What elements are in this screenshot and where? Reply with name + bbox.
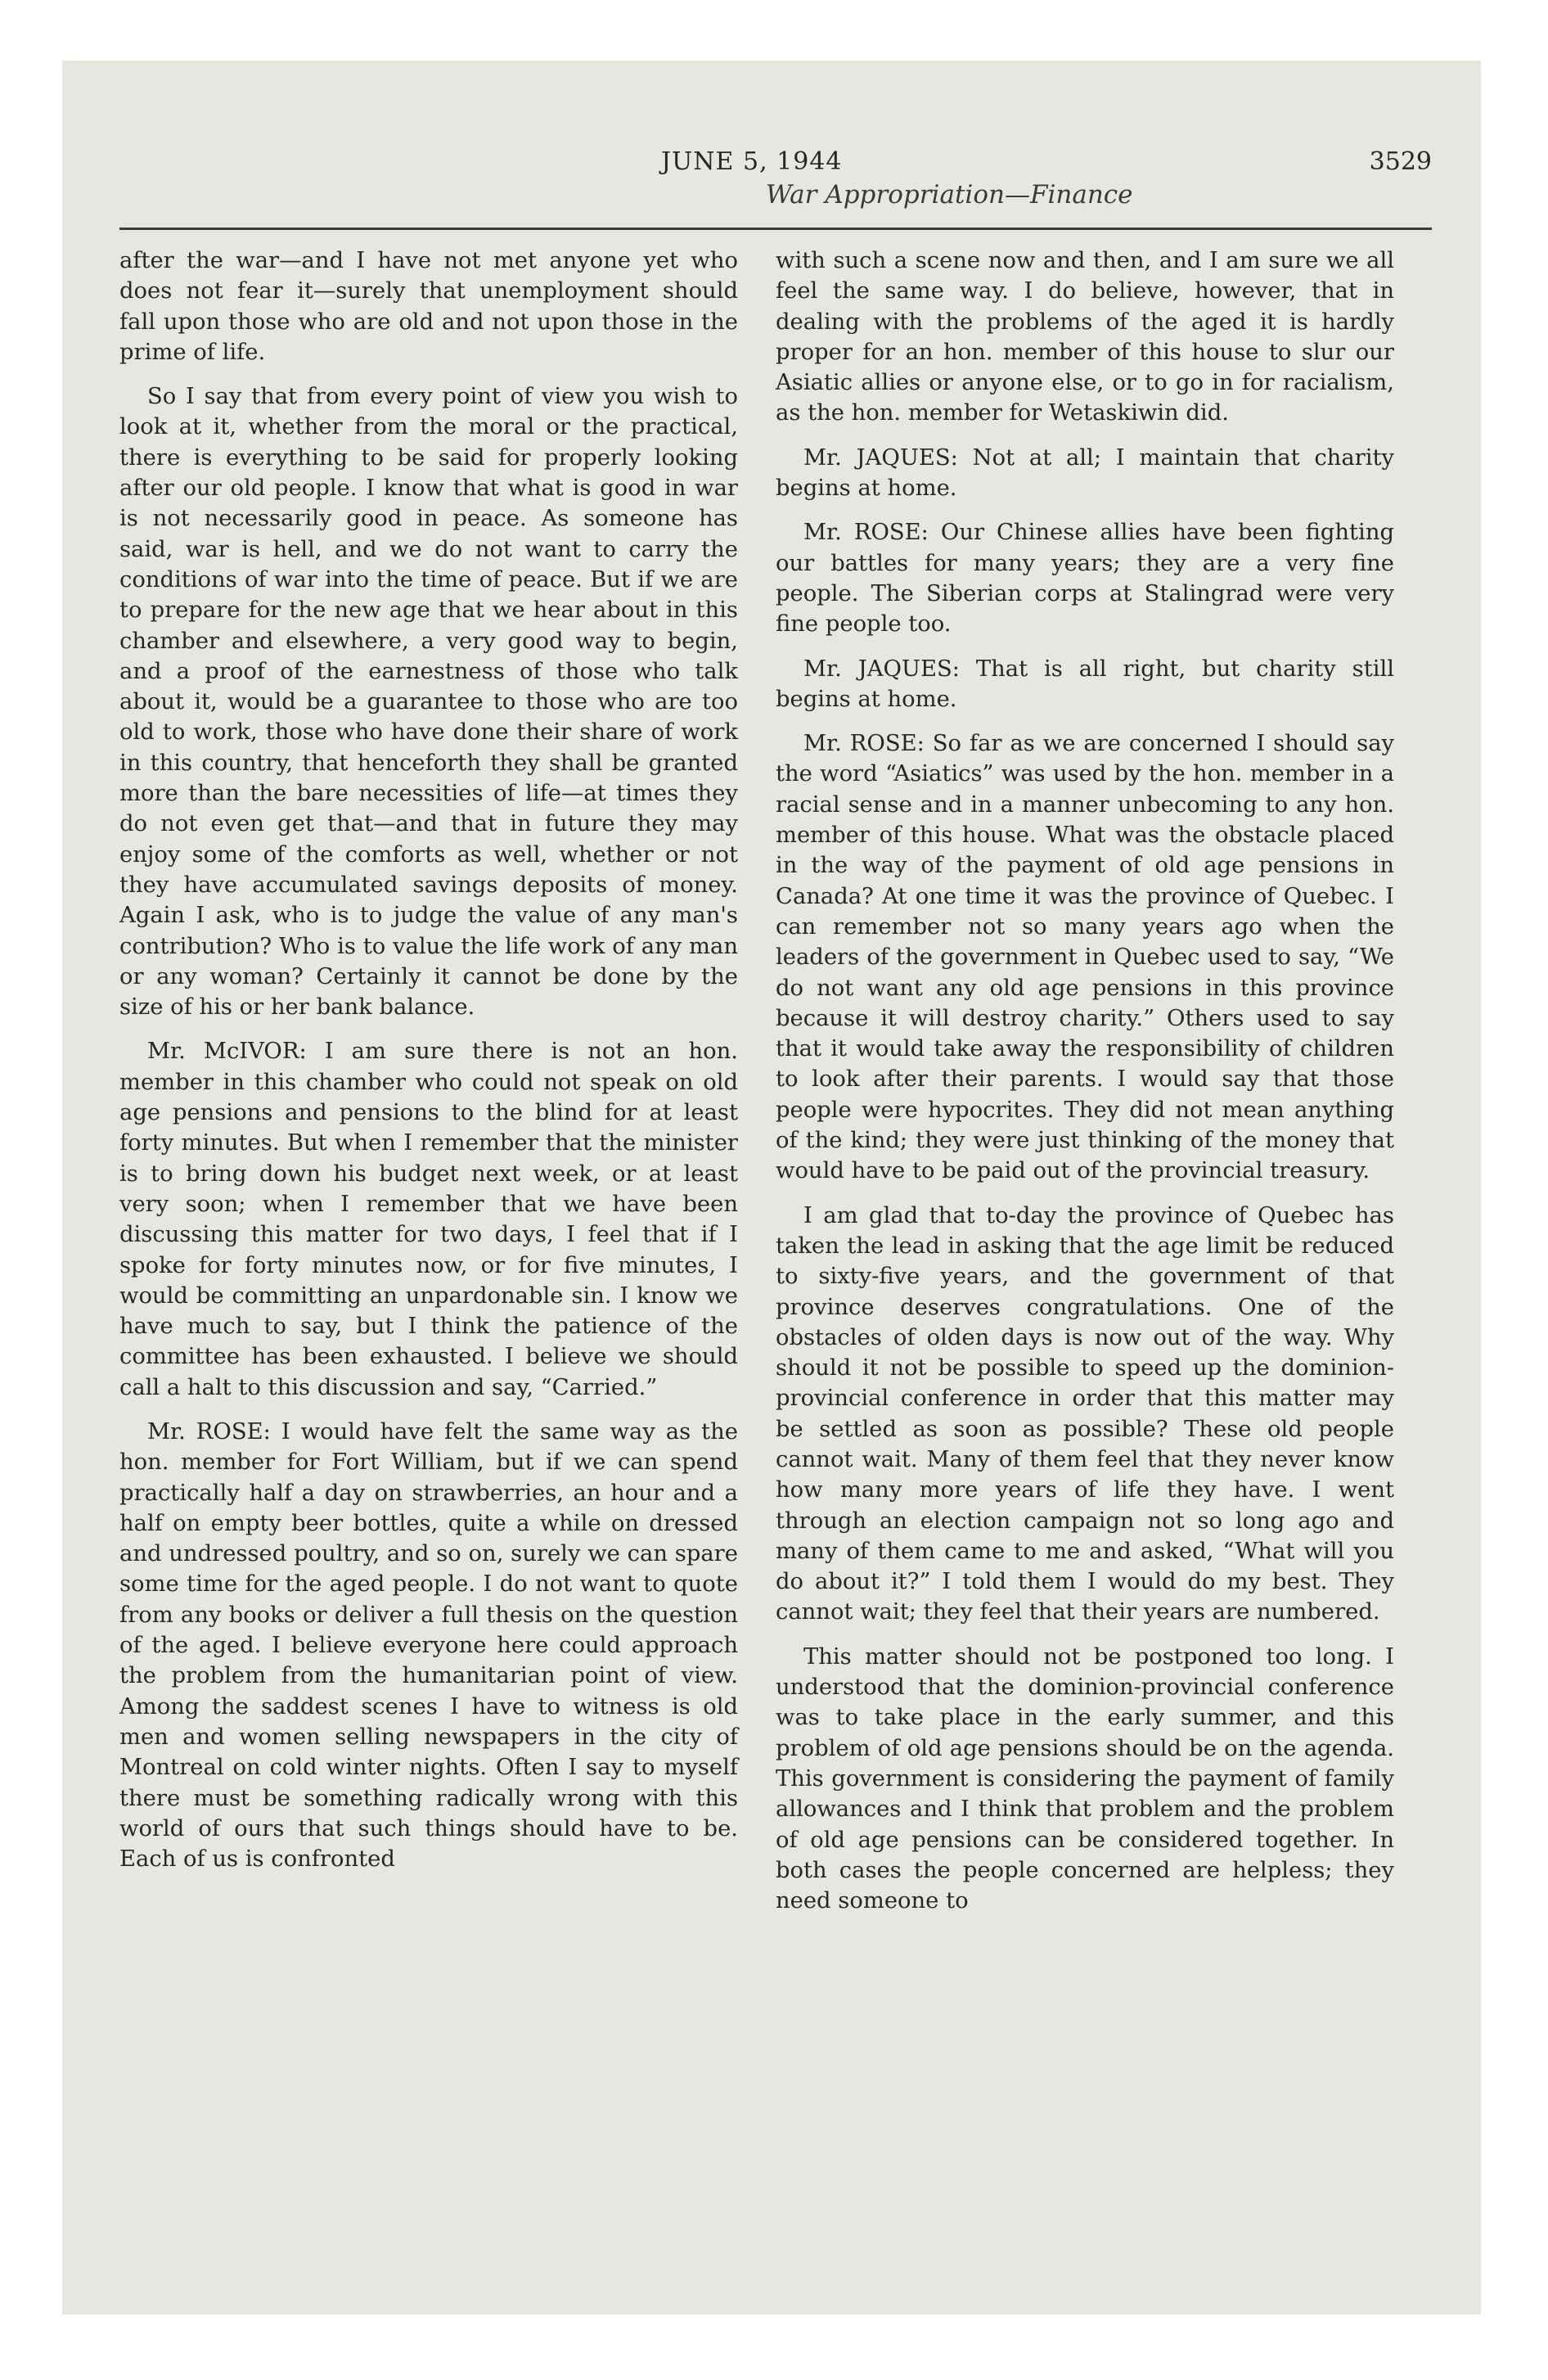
header-rule bbox=[119, 228, 1432, 230]
paragraph: Mr. ROSE: I would have felt the same way as the hon. member for Fort William, but if we can spend practically half a day on strawberries, an hour and a half on empty beer bottles, quite a while on dressed and undressed poultry, and so on, surely we can spare some time for the aged people. I do not want to quote from any books or deliver a full thesis on the question of the aged. I believe everyone here could approach the problem from the humanitarian point of view. Among the saddest scenes I have to witness is old men and women selling newspapers in the city of Montreal on cold winter nights. Often I say to myself there must be something radically wrong with this world of ours that such things should have to be. Each of us is confronted bbox=[119, 1418, 738, 1873]
page-number: 3529 bbox=[1369, 147, 1432, 176]
hansard-page bbox=[119, 147, 1432, 1914]
paragraph: with such a scene now and then, and I am sure we all feel the same way. I do believe, however, that in dealing with the problems of the aged it is hardly proper for an hon. member of this house to slur our Asiatic allies or anyone else, or to go in for racialism, as the hon. member for Wetaskiwin did. bbox=[776, 248, 1394, 426]
right-column bbox=[776, 246, 1394, 1930]
paragraph: I am glad that to-day the province of Quebec has taken the lead in asking that the age limit be reduced to sixty-five years, and the government of that province deserves congratulations. One of the obstacles of olden days is now out of the way. Why should it not be possible to speed up the dominion-provincial conference in order that this matter may be settled as soon as possible? These old people cannot wait. Many of them feel that they never know how many more years of life they have. I went through an election campaign not so long ago and many of them came to me and asked, “What will you do about it?” I told them I would do my best. They cannot wait; they feel that their years are numbered. bbox=[776, 1202, 1394, 1625]
scanned-page bbox=[62, 61, 1481, 2315]
paragraph: This matter should not be postponed too long. I understood that the dominion-provincial conference was to take place in the early summer, and this problem of old age pensions should be on the agenda. This government is considering the payment of family allowances and I think that problem and the problem of old age pensions can be considered together. In both cases the people concerned are helpless; they need someone to bbox=[776, 1643, 1394, 1914]
paragraph: Mr. McIVOR: I am sure there is not an hon. member in this chamber who could not speak on old age pensions and pensions to the blind for at least forty minutes. But when I remember that the minister is to bring down his budget next week, or at least very soon; when I remember that we have been discussing this matter for two days, I feel that if I spoke for forty minutes now, or for five minutes, I would be committing an unpardonable sin. I know we have much to say, but I think the patience of the committee has been exhausted. I believe we should call a halt to this discussion and say, “Carried.” bbox=[119, 1039, 738, 1400]
paragraph: So I say that from every point of view you wish to look at it, whether from the moral or the practical, there is everything to be said for properly looking after our old people. I know that what is good in war is not necessarily good in peace. As someone has said, war is hell, and we do not want to carry the conditions of war into the time of peace. But if we are to prepare for the new age that we hear about in this chamber and elsewhere, a very good way to begin, and a proof of the earnestness of those who talk about it, would be a guarantee to those who are too old to work, those who have done their share of work in this country, that henceforth they shall be granted more than the bare necessities of life—at times they do not even get that—and that in future they may enjoy some of the comforts as well, whether or not they have accumulated savings deposits of money. Again I ask, who is to judge the value of any man's contribution? Who is to value the life work of any man or any woman? Certainly it cannot be done by the size of his or her bank balance. bbox=[119, 384, 738, 1021]
left-column bbox=[119, 246, 738, 1888]
paragraph: after the war—and I have not met anyone yet who does not fear it—surely that unemployment should fall upon those who are old and not upon those in the prime of life. bbox=[119, 248, 738, 365]
paragraph: Mr. JAQUES: Not at all; I maintain that charity begins at home. bbox=[776, 444, 1394, 502]
paragraph: Mr. ROSE: Our Chinese allies have been fighting our battles for many years; they are a very fine people. The Siberian corps at Stalingrad were very fine people too. bbox=[776, 520, 1394, 638]
paragraph: Mr. ROSE: So far as we are concerned I should say the word “Asiatics” was used by the hon. member in a racial sense and in a manner unbecoming to any hon. member of this house. What was the obstacle placed in the way of the payment of old age pensions in Canada? At one time it was the province of Quebec. I can remember not so many years ago when the leaders of the government in Quebec used to say, “We do not want any old age pensions in this province because it will destroy charity.” Others used to say that it would take away the responsibility of children to look after their parents. I would say that those people were hypocrites. They did not mean anything of the kind; they were just thinking of the money that would have to be paid out of the provincial treasury. bbox=[776, 731, 1394, 1184]
header-date: JUNE 5, 1944 bbox=[661, 147, 843, 176]
header-subject: War Appropriation—Finance bbox=[766, 180, 1133, 210]
paragraph: Mr. JAQUES: That is all right, but charity still begins at home. bbox=[776, 656, 1394, 712]
running-header bbox=[119, 147, 1432, 223]
